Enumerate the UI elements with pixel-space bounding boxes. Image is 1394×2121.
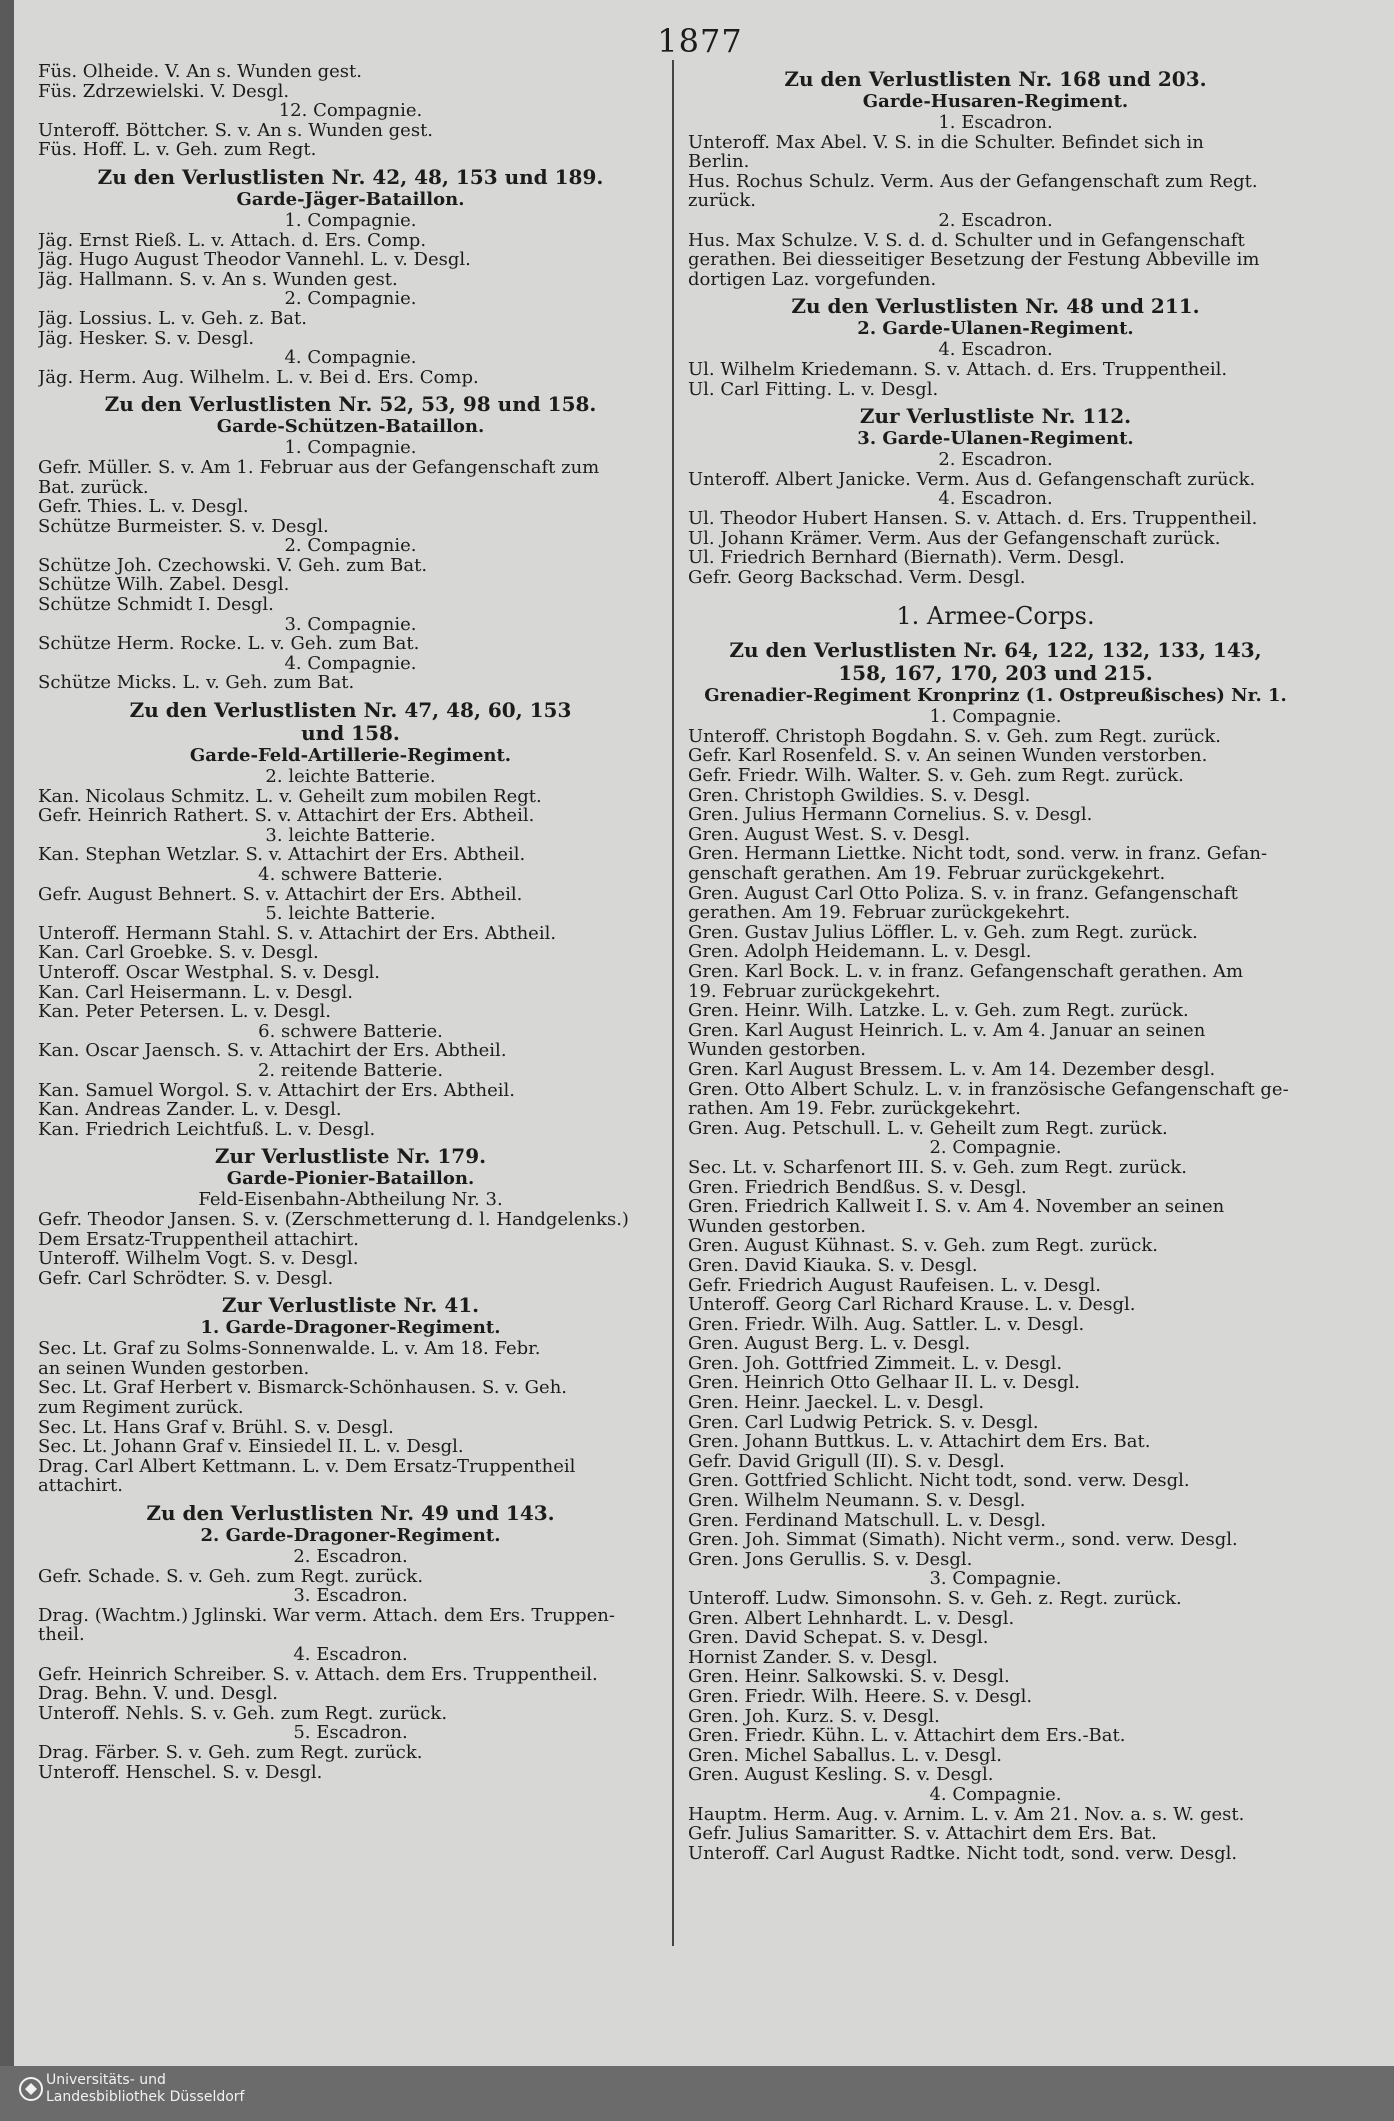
- subunit-title: 12. Compagnie.: [278, 100, 423, 122]
- list-entry: Füs. Zdrzewielski. V. Desgl.: [38, 81, 290, 102]
- list-entry: Drag. (Wachtm.) Jglinski. War verm. Attach. dem Ers. Truppen-: [38, 1605, 615, 1626]
- unit-title: 1. Garde-Dragoner-Regiment.: [200, 1317, 501, 1339]
- subunit-title: 1. Compagnie.: [929, 706, 1062, 728]
- list-entry: Sec. Lt. Graf Herbert v. Bismarck-Schönhausen. S. v. Geh.: [38, 1378, 568, 1399]
- subunit-title: 4. Compagnie.: [284, 652, 417, 674]
- subunit-title: 4. Escadron.: [938, 488, 1053, 510]
- subunit-title: 5. Escadron.: [293, 1722, 408, 1744]
- list-entry: Schütze Burmeister. S. v. Desgl.: [38, 516, 329, 537]
- list-entry: Kan. Carl Groebke. S. v. Desgl.: [38, 943, 319, 963]
- list-entry: Sec. Lt. v. Scharfenort III. S. v. Geh. zum Regt. zurück.: [688, 1157, 1187, 1178]
- list-entry: Unteroff. Carl August Radtke. Nicht todt, sond. verw. Desgl.: [688, 1843, 1238, 1864]
- list-entry: Gren. Gustav Julius Löffler. L. v. Geh. zum Regt. zurück.: [688, 922, 1198, 943]
- right-column: [688, 62, 1303, 1863]
- list-entry: Gren. Wilhelm Neumann. S. v. Desgl.: [688, 1491, 1026, 1511]
- list-entry: Wunden gestorben.: [688, 1216, 867, 1237]
- list-entry: Wunden gestorben.: [688, 1040, 867, 1060]
- subunit-title: 4. Escadron.: [938, 339, 1053, 361]
- list-entry: Gren. August Kesling. S. v. Desgl.: [688, 1765, 994, 1785]
- list-entry: Gren. Aug. Petschull. L. v. Geheilt zum Regt. zurück.: [688, 1118, 1168, 1139]
- list-entry: Gren. Gottfried Schlicht. Nicht todt, sond. verw. Desgl.: [688, 1471, 1190, 1492]
- subunit-title: 2. Compagnie.: [284, 535, 417, 557]
- list-entry: Unteroff. Henschel. S. v. Desgl.: [38, 1762, 323, 1783]
- list-entry: Sec. Lt. Johann Graf v. Einsiedel II. L. v. Desgl.: [38, 1437, 464, 1457]
- list-entry: Gefr. Carl Schrödter. S. v. Desgl.: [38, 1268, 334, 1289]
- footer-text: [46, 2072, 306, 2106]
- list-entry: Gren. Karl August Bressem. L. v. Am 14. Dezember desgl.: [688, 1059, 1216, 1080]
- list-entry: Hauptm. Herm. Aug. v. Arnim. L. v. Am 21. Nov. a. s. W. gest.: [688, 1804, 1245, 1825]
- list-entry: Jäg. Hallmann. S. v. An s. Wunden gest.: [38, 269, 398, 290]
- section-heading: Zu den Verlustlisten Nr. 48 und 211.: [791, 294, 1200, 319]
- list-entry: Drag. Behn. V. und. Desgl.: [38, 1684, 279, 1704]
- list-entry: Gefr. Georg Backschad. Verm. Desgl.: [688, 567, 1026, 588]
- subunit-title: 2. leichte Batterie.: [265, 766, 436, 788]
- list-entry: Unteroff. Oscar Westphal. S. v. Desgl.: [38, 962, 380, 983]
- section-heading: Zu den Verlustlisten Nr. 52, 53, 98 und 158.: [104, 392, 597, 417]
- list-entry: Gren. August Kühnast. S. v. Geh. zum Regt. zurück.: [688, 1236, 1158, 1256]
- list-entry: Füs. Hoff. L. v. Geh. zum Regt.: [38, 140, 317, 160]
- unit-title: 3. Garde-Ulanen-Regiment.: [857, 428, 1134, 450]
- page-number: 1877: [657, 22, 743, 60]
- list-entry: Unteroff. Christoph Bogdahn. S. v. Geh. zum Regt. zurück.: [688, 726, 1221, 747]
- list-entry: Jäg. Lossius. L. v. Geh. z. Bat.: [38, 308, 307, 329]
- list-entry: Gren. Hermann Liettke. Nicht todt, sond. verw. in franz. Gefan-: [688, 844, 1268, 865]
- unit-title: Garde-Feld-Artillerie-Regiment.: [189, 745, 512, 767]
- list-entry: Schütze Schmidt I. Desgl.: [38, 595, 274, 615]
- unit-title: Garde-Jäger-Bataillon.: [236, 188, 465, 210]
- subunit-title: 3. Compagnie.: [929, 1568, 1062, 1590]
- binding-edge: [0, 0, 14, 2121]
- list-entry: Gren. Julius Hermann Cornelius. S. v. Desgl.: [688, 805, 1093, 825]
- list-entry: Gefr. David Grigull (II). S. v. Desgl.: [688, 1451, 1005, 1472]
- list-entry: Gren. Michel Saballus. L. v. Desgl.: [688, 1745, 1002, 1766]
- list-entry: Gren. Albert Lehnhardt. L. v. Desgl.: [688, 1608, 1015, 1629]
- list-entry: Gren. Karl Bock. L. v. in franz. Gefangenschaft gerathen. Am: [688, 962, 1244, 982]
- list-entry: genschaft gerathen. Am 19. Februar zurückgekehrt.: [688, 864, 1166, 884]
- list-entry: Ul. Wilhelm Kriedemann. S. v. Attach. d. Ers. Truppentheil.: [688, 359, 1228, 380]
- list-entry: gerathen. Am 19. Februar zurückgekehrt.: [688, 903, 1071, 923]
- list-entry: Gefr. Karl Rosenfeld. S. v. An seinen Wunden verstorben.: [688, 746, 1208, 767]
- subunit-title: 3. leichte Batterie.: [265, 824, 436, 846]
- list-entry: Unteroff. Max Abel. V. S. in die Schulter. Befindet sich in: [688, 132, 1204, 153]
- list-entry: Kan. Samuel Worgol. S. v. Attachirt der Ers. Abtheil.: [38, 1080, 515, 1101]
- subunit-title: 4. Escadron.: [293, 1644, 408, 1665]
- section-heading: Zur Verlustliste Nr. 179.: [214, 1144, 487, 1169]
- list-entry: Unteroff. Ludw. Simonsohn. S. v. Geh. z. Regt. zurück.: [688, 1589, 1182, 1609]
- corps-title: 1. Armee-Corps.: [896, 602, 1095, 631]
- list-entry: Kan. Friedrich Leichtfuß. L. v. Desgl.: [38, 1119, 376, 1140]
- list-entry: Jäg. Ernst Rieß. L. v. Attach. d. Ers. Comp.: [38, 230, 427, 251]
- section-heading: Zu den Verlustlisten Nr. 47, 48, 60, 153: [129, 698, 572, 723]
- list-entry: Gefr. Heinrich Rathert. S. v. Attachirt der Ers. Abtheil.: [38, 806, 535, 826]
- list-entry: theil.: [38, 1625, 85, 1645]
- subunit-title: 2. Compagnie.: [929, 1137, 1062, 1159]
- subunit-title: 2. Escadron.: [938, 209, 1053, 231]
- list-entry: Gefr. Heinrich Schreiber. S. v. Attach. dem Ers. Truppentheil.: [38, 1664, 598, 1685]
- subunit-title: 4. Compagnie.: [929, 1783, 1062, 1805]
- list-entry: Dem Ersatz-Truppentheil attachirt.: [38, 1229, 359, 1250]
- list-entry: dortigen Laz. vorgefunden.: [688, 269, 937, 290]
- list-entry: Unteroff. Albert Janicke. Verm. Aus d. Gefangenschaft zurück.: [688, 469, 1256, 490]
- subunit-title: 1. Escadron.: [938, 112, 1053, 133]
- subunit-title: 5. leichte Batterie.: [265, 903, 436, 925]
- list-entry: an seinen Wunden gestorben.: [38, 1358, 310, 1379]
- library-logo-icon: [18, 2076, 44, 2102]
- list-entry: Sec. Lt. Graf zu Solms-Sonnenwalde. L. v. Am 18. Febr.: [38, 1339, 541, 1359]
- list-entry: Gren. Johann Buttkus. L. v. Attachirt dem Ers. Bat.: [688, 1432, 1151, 1452]
- list-entry: Schütze Joh. Czechowski. V. Geh. zum Bat.: [38, 555, 428, 576]
- list-entry: Drag. Färber. S. v. Geh. zum Regt. zurück.: [38, 1742, 423, 1763]
- list-entry: Kan. Stephan Wetzlar. S. v. Attachirt der Ers. Abtheil.: [38, 845, 526, 865]
- list-entry: Jäg. Herm. Aug. Wilhelm. L. v. Bei d. Ers. Comp.: [38, 367, 479, 388]
- subunit-title: 1. Compagnie.: [284, 209, 417, 231]
- footer-line-2: Landesbibliothek Düsseldorf: [46, 2089, 245, 2105]
- list-entry: Unteroff. Georg Carl Richard Krause. L. v. Desgl.: [688, 1295, 1136, 1315]
- list-entry: Gren. Friedrich Bendßus. S. v. Desgl.: [688, 1177, 1027, 1198]
- list-entry: Ul. Carl Fitting. L. v. Desgl.: [688, 379, 939, 400]
- list-entry: Gefr. Thies. L. v. Desgl.: [38, 497, 249, 517]
- section-heading-cont: 158, 167, 170, 203 und 215.: [838, 661, 1153, 686]
- list-entry: Gren. August West. S. v. Desgl.: [688, 824, 971, 845]
- list-entry: zum Regiment zurück.: [38, 1398, 244, 1418]
- list-entry: Gefr. Theodor Jansen. S. v. (Zerschmetterung d. l. Handgelenks.): [38, 1209, 629, 1230]
- subunit-title: 2. Escadron.: [938, 449, 1053, 471]
- list-entry: Gren. David Schepat. S. v. Desgl.: [688, 1628, 989, 1648]
- list-entry: Gren. August Berg. L. v. Desgl.: [688, 1334, 971, 1354]
- list-entry: Gren. Christoph Gwildies. S. v. Desgl.: [688, 785, 1031, 806]
- list-entry: Kan. Nicolaus Schmitz. L. v. Geheilt zum mobilen Regt.: [38, 786, 542, 807]
- list-entry: Kan. Carl Heisermann. L. v. Desgl.: [38, 982, 354, 1003]
- list-entry: Kan. Peter Petersen. L. v. Desgl.: [38, 1002, 331, 1022]
- list-entry: 19. Februar zurückgekehrt.: [688, 981, 941, 1002]
- subunit-title: 4. Compagnie.: [284, 347, 417, 369]
- unit-title: Garde-Husaren-Regiment.: [862, 91, 1129, 112]
- list-entry: Bat. zurück.: [38, 477, 149, 498]
- section-heading: Zur Verlustliste Nr. 112.: [859, 404, 1132, 429]
- column-divider: [672, 60, 674, 1946]
- list-entry: Gefr. Friedrich August Raufeisen. L. v. Desgl.: [688, 1275, 1101, 1296]
- section-heading: Zu den Verlustlisten Nr. 42, 48, 153 und 189.: [97, 164, 604, 189]
- section-heading: Zu den Verlustlisten Nr. 49 und 143.: [146, 1501, 555, 1526]
- subunit-title: 2. reitende Batterie.: [257, 1059, 444, 1081]
- list-entry: Gren. Carl Ludwig Petrick. S. v. Desgl.: [688, 1412, 1039, 1433]
- list-entry: Gefr. August Behnert. S. v. Attachirt der Ers. Abtheil.: [38, 884, 523, 905]
- list-entry: rathen. Am 19. Febr. zurückgekehrt.: [688, 1099, 1021, 1119]
- list-entry: Schütze Wilh. Zabel. Desgl.: [38, 575, 290, 596]
- list-entry: Schütze Micks. L. v. Geh. zum Bat.: [38, 673, 355, 694]
- subunit-title: Feld-Eisenbahn-Abtheilung Nr. 3.: [198, 1189, 503, 1211]
- list-entry: Gren. Friedr. Kühn. L. v. Attachirt dem Ers.-Bat.: [688, 1726, 1126, 1746]
- list-entry: Gren. Otto Albert Schulz. L. v. in französische Gefangenschaft ge-: [688, 1079, 1289, 1100]
- unit-title: 2. Garde-Dragoner-Regiment.: [200, 1525, 501, 1547]
- list-entry: Gren. Joh. Simmat (Simath). Nicht verm., sond. verw. Desgl.: [688, 1530, 1238, 1550]
- list-entry: Berlin.: [688, 152, 750, 172]
- list-entry: Unteroff. Böttcher. S. v. An s. Wunden gest.: [38, 120, 434, 141]
- list-entry: Kan. Oscar Jaensch. S. v. Attachirt der Ers. Abtheil.: [38, 1041, 507, 1061]
- list-entry: Gren. Adolph Heidemann. L. v. Desgl.: [688, 942, 1032, 962]
- list-entry: zurück.: [688, 191, 756, 211]
- list-entry: Unteroff. Wilhelm Vogt. S. v. Desgl.: [38, 1249, 359, 1269]
- unit-title: Garde-Pionier-Bataillon.: [226, 1168, 475, 1190]
- list-entry: Hus. Max Schulze. V. S. d. d. Schulter und in Gefangenschaft: [688, 230, 1245, 251]
- list-entry: Füs. Olheide. V. An s. Wunden gest.: [38, 62, 362, 82]
- subunit-title: 6. schwere Batterie.: [258, 1020, 443, 1042]
- subunit-title: 4. schwere Batterie.: [258, 864, 443, 885]
- section-heading: Zur Verlustliste Nr. 41.: [221, 1293, 480, 1318]
- left-column: [38, 62, 663, 1782]
- list-entry: Ul. Johann Krämer. Verm. Aus der Gefangenschaft zurück.: [688, 528, 1221, 549]
- list-entry: Jäg. Hesker. S. v. Desgl.: [38, 328, 255, 349]
- section-heading-cont: und 158.: [301, 721, 400, 746]
- list-entry: Gren. Heinr. Jaeckel. L. v. Desgl.: [688, 1393, 985, 1413]
- list-entry: Gefr. Schade. S. v. Geh. zum Regt. zurück.: [38, 1566, 424, 1587]
- section-heading: Zu den Verlustlisten Nr. 168 und 203.: [784, 67, 1207, 91]
- list-entry: Gren. Karl August Heinrich. L. v. Am 4. Januar an seinen: [688, 1020, 1206, 1041]
- section-heading: Zu den Verlustlisten Nr. 64, 122, 132, 133, 143,: [729, 638, 1262, 663]
- list-entry: Unteroff. Hermann Stahl. S. v. Attachirt der Ers. Abtheil.: [38, 923, 557, 944]
- unit-title: 2. Garde-Ulanen-Regiment.: [857, 318, 1134, 340]
- list-entry: Gren. Joh. Kurz. S. v. Desgl.: [688, 1706, 940, 1727]
- subunit-title: 3. Compagnie.: [284, 613, 417, 635]
- list-entry: Sec. Lt. Hans Graf v. Brühl. S. v. Desgl.: [38, 1417, 394, 1438]
- list-entry: Gren. Ferdinand Matschull. L. v. Desgl.: [688, 1510, 1046, 1531]
- list-entry: Kan. Andreas Zander. L. v. Desgl.: [38, 1100, 342, 1120]
- subunit-title: 3. Escadron.: [293, 1585, 408, 1607]
- list-entry: Ul. Friedrich Bernhard (Biernath). Verm. Desgl.: [688, 548, 1125, 568]
- list-entry: Unteroff. Nehls. S. v. Geh. zum Regt. zurück.: [38, 1703, 448, 1724]
- list-entry: Drag. Carl Albert Kettmann. L. v. Dem Ersatz-Truppentheil: [38, 1456, 576, 1477]
- list-entry: gerathen. Bei diesseitiger Besetzung der Festung Abbeville im: [688, 250, 1260, 270]
- list-entry: Hornist Zander. S. v. Desgl.: [688, 1647, 938, 1668]
- unit-title: Grenadier-Regiment Kronprinz (1. Ostpreußisches) Nr. 1.: [704, 685, 1287, 707]
- list-entry: Ul. Theodor Hubert Hansen. S. v. Attach. d. Ers. Truppentheil.: [688, 508, 1258, 529]
- list-entry: Gren. Friedr. Wilh. Aug. Sattler. L. v. Desgl.: [688, 1314, 1085, 1335]
- list-entry: Gren. Jons Gerullis. S. v. Desgl.: [688, 1549, 973, 1570]
- list-entry: Gren. August Carl Otto Poliza. S. v. in franz. Gefangenschaft: [688, 883, 1238, 904]
- footer-line-1: Universitäts- und: [46, 2072, 166, 2088]
- list-entry: Gefr. Julius Samaritter. S. v. Attachirt dem Ers. Bat.: [688, 1824, 1157, 1844]
- list-entry: Hus. Rochus Schulz. Verm. Aus der Gefangenschaft zum Regt.: [688, 171, 1258, 192]
- list-entry: attachirt.: [38, 1476, 123, 1497]
- subunit-title: 2. Escadron.: [293, 1546, 408, 1568]
- list-entry: Schütze Herm. Rocke. L. v. Geh. zum Bat.: [38, 634, 420, 654]
- subunit-title: 2. Compagnie.: [284, 288, 417, 310]
- list-entry: Gefr. Friedr. Wilh. Walter. S. v. Geh. zum Regt. zurück.: [688, 766, 1184, 786]
- list-entry: Gren. Heinr. Wilh. Latzke. L. v. Geh. zum Regt. zurück.: [688, 1001, 1189, 1021]
- list-entry: Gren. Heinrich Otto Gelhaar II. L. v. Desgl.: [688, 1373, 1080, 1394]
- list-entry: Gren. Heinr. Salkowski. S. v. Desgl.: [688, 1667, 1010, 1687]
- subunit-title: 1. Compagnie.: [284, 437, 417, 459]
- list-entry: Jäg. Hugo August Theodor Vannehl. L. v. Desgl.: [38, 250, 471, 270]
- list-entry: Gren. Friedrich Kallweit I. S. v. Am 4. November an seinen: [688, 1197, 1225, 1217]
- list-entry: Gren. David Kiauka. S. v. Desgl.: [688, 1255, 978, 1276]
- list-entry: Gefr. Müller. S. v. Am 1. Februar aus der Gefangenschaft zum: [38, 457, 600, 478]
- list-entry: Gren. Joh. Gottfried Zimmeit. L. v. Desgl.: [688, 1353, 1063, 1374]
- list-entry: Gren. Friedr. Wilh. Heere. S. v. Desgl.: [688, 1686, 1033, 1707]
- unit-title: Garde-Schützen-Bataillon.: [216, 416, 485, 438]
